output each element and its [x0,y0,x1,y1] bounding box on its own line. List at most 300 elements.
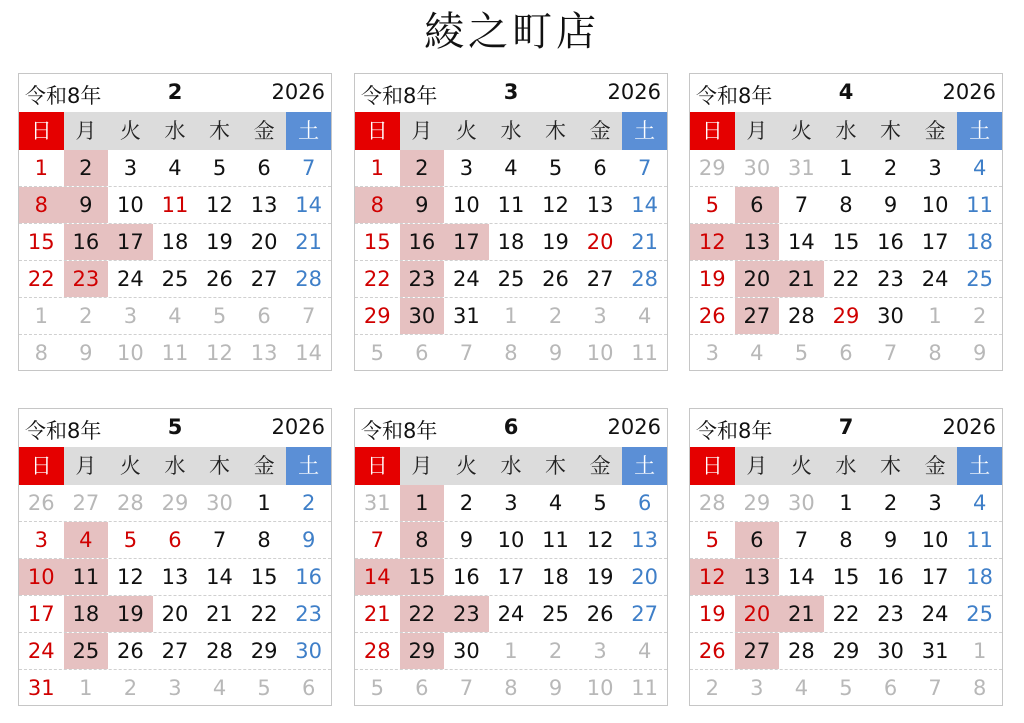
day-cell: 3 [928,156,942,180]
day-cell: 9 [459,528,474,552]
weekday-label: 土 [286,447,331,485]
day-grid [690,150,1002,372]
day-cell: 12 [206,341,233,365]
day-cell: 3 [459,156,474,180]
year-label: 2026 [607,415,661,439]
week-row [355,522,667,559]
day-cell: 11 [542,528,569,552]
month-number: 3 [503,80,519,104]
day-cell: 1 [839,156,853,180]
weekday-label: 水 [164,119,186,143]
day-cell: 14 [295,341,323,365]
day-cell: 17 [921,565,949,589]
weekday-label: 金 [253,119,275,143]
day-cell: 17 [497,565,525,589]
closed-day-cell: 17 [444,224,489,260]
week-row [355,485,667,522]
weekday-label: 火 [455,454,477,478]
closed-day-cell: 20 [735,261,780,297]
day-cell: 3 [34,528,48,552]
closed-day-cell: 29 [400,633,445,669]
day-cell: 7 [301,304,316,328]
day-cell: 6 [257,304,271,328]
closed-day-cell: 6 [735,187,780,223]
week-row [355,596,667,633]
day-cell: 24 [117,267,144,291]
month-calendar [18,408,332,706]
closed-day-cell: 23 [400,261,445,297]
week-row [19,150,331,187]
month-calendar [689,73,1003,371]
day-cell: 12 [542,193,569,217]
day-cell: 24 [453,267,480,291]
day-cell: 2 [883,156,898,180]
day-cell: 8 [34,341,48,365]
era-year-label: 令和8年 [696,84,773,108]
day-cell: 19 [698,602,726,626]
weekday-label: 火 [790,119,812,143]
day-cell: 21 [631,230,659,254]
day-cell: 7 [212,528,227,552]
day-cell: 1 [34,156,48,180]
day-cell: 2 [79,304,93,328]
weekday-header [19,112,331,150]
closed-day-cell: 25 [64,633,109,669]
day-cell: 11 [631,676,659,700]
day-cell: 1 [370,156,384,180]
month-number: 5 [167,415,183,439]
day-cell: 5 [548,156,563,180]
day-cell: 27 [72,491,100,515]
day-cell: 8 [257,528,271,552]
day-cell: 8 [928,341,942,365]
day-cell: 12 [586,528,614,552]
day-cell: 13 [250,193,278,217]
day-cell: 22 [832,602,860,626]
day-cell: 5 [212,156,227,180]
weekday-label: 火 [119,119,141,143]
calendar-header [355,409,667,447]
day-cell: 5 [593,491,607,515]
era-year-label: 令和8年 [361,84,438,108]
day-cell: 24 [497,602,525,626]
week-row [690,150,1002,187]
closed-day-cell: 20 [735,596,780,632]
closed-day-cell: 9 [400,187,445,223]
day-cell: 18 [966,565,994,589]
closed-day-cell: 17 [108,224,153,260]
closed-day-cell: 12 [690,224,735,260]
day-cell: 7 [459,676,474,700]
day-cell: 20 [631,565,659,589]
day-cell: 26 [698,304,726,328]
week-row [690,670,1002,707]
day-cell: 18 [542,565,569,589]
weekday-label: 水 [500,119,522,143]
month-calendar [354,73,668,371]
closed-day-cell: 14 [355,559,400,595]
week-row [690,522,1002,559]
day-cell: 30 [206,491,233,515]
day-cell: 28 [788,639,815,663]
day-cell: 25 [542,602,569,626]
day-cell: 13 [631,528,659,552]
era-year-label: 令和8年 [25,419,102,443]
day-cell: 7 [928,676,942,700]
weekday-label: 火 [455,119,477,143]
week-row [690,596,1002,633]
day-cell: 29 [161,491,189,515]
day-cell: 9 [79,341,93,365]
weekday-header [355,112,667,150]
day-cell: 31 [788,156,815,180]
day-cell: 5 [705,528,719,552]
era-year-label: 令和8年 [696,419,773,443]
closed-day-cell: 16 [400,224,445,260]
month-number: 4 [838,80,854,104]
day-cell: 15 [832,230,860,254]
week-row [355,261,667,298]
day-cell: 14 [206,565,233,589]
day-cell: 14 [788,565,815,589]
day-cell: 29 [698,156,726,180]
week-row [690,261,1002,298]
day-cell: 2 [972,304,987,328]
week-row [355,187,667,224]
year-label: 2026 [271,80,325,104]
day-cell: 26 [542,267,569,291]
day-cell: 9 [548,676,563,700]
day-cell: 6 [301,676,316,700]
day-cell: 25 [966,267,994,291]
weekday-label: 水 [835,454,857,478]
day-cell: 24 [27,639,55,663]
weekday-label: 月 [746,454,768,478]
week-row [355,335,667,372]
day-cell: 4 [972,491,987,515]
closed-day-cell: 15 [400,559,445,595]
day-cell: 25 [497,267,525,291]
day-cell: 17 [27,602,55,626]
weekday-label: 月 [411,119,433,143]
era-year-label: 令和8年 [25,84,102,108]
day-cell: 14 [788,230,815,254]
day-cell: 28 [788,304,815,328]
week-row [690,633,1002,670]
week-row [355,633,667,670]
day-cell: 17 [921,230,949,254]
week-row [690,335,1002,372]
week-row [19,670,331,707]
closed-day-cell: 13 [735,224,780,260]
day-cell: 27 [631,602,659,626]
day-cell: 30 [453,639,480,663]
weekday-label: 土 [622,447,667,485]
week-row [355,298,667,335]
day-cell: 26 [698,639,726,663]
day-cell: 10 [453,193,480,217]
day-cell: 7 [301,156,316,180]
year-label: 2026 [942,415,996,439]
day-cell: 9 [548,341,563,365]
weekday-label: 土 [957,447,1002,485]
closed-day-cell: 30 [400,298,445,334]
closed-day-cell: 6 [735,522,780,558]
day-cell: 31 [921,639,949,663]
day-cell: 5 [212,304,227,328]
closed-day-cell: 4 [64,522,109,558]
month-calendar [18,73,332,371]
weekday-header [690,447,1002,485]
day-cell: 30 [295,639,323,663]
day-cell: 4 [637,639,652,663]
weekday-label: 金 [924,119,946,143]
day-cell: 7 [459,341,474,365]
day-cell: 26 [117,639,144,663]
day-cell: 22 [27,267,55,291]
day-cell: 1 [504,639,518,663]
weekday-label: 日 [355,112,400,150]
calendar-header [690,409,1002,447]
day-cell: 1 [839,491,853,515]
day-cell: 11 [631,341,659,365]
weekday-label: 木 [209,454,231,478]
day-cell: 29 [743,491,771,515]
day-cell: 24 [921,267,949,291]
calendar-header [355,74,667,112]
month-number: 7 [838,415,854,439]
weekday-label: 金 [589,454,611,478]
closed-day-cell: 1 [400,485,445,521]
day-cell: 13 [586,193,614,217]
month-calendar [354,408,668,706]
day-cell: 9 [883,193,898,217]
closed-day-cell: 21 [779,596,824,632]
year-label: 2026 [942,80,996,104]
week-row [690,224,1002,261]
calendar-header [19,409,331,447]
day-grid [690,485,1002,707]
day-cell: 4 [168,156,182,180]
weekday-label: 水 [500,454,522,478]
page-title: 綾之町店 [424,9,600,55]
week-row [690,187,1002,224]
day-cell: 3 [593,304,607,328]
day-cell: 1 [504,304,518,328]
day-cell: 4 [168,304,182,328]
closed-day-cell: 8 [355,187,400,223]
year-label: 2026 [271,415,325,439]
day-cell: 6 [883,676,898,700]
day-cell: 5 [705,193,719,217]
day-cell: 12 [206,193,233,217]
day-cell: 26 [586,602,614,626]
day-cell: 29 [832,304,860,328]
day-cell: 14 [295,193,323,217]
weekday-label: 日 [690,112,735,150]
calendar-header [19,74,331,112]
day-cell: 6 [593,156,607,180]
day-cell: 11 [161,341,189,365]
weekday-label: 水 [164,454,186,478]
day-cell: 10 [921,528,949,552]
day-cell: 21 [295,230,323,254]
day-cell: 6 [415,341,429,365]
week-row [19,261,331,298]
day-cell: 15 [250,565,278,589]
day-cell: 8 [504,676,518,700]
day-cell: 2 [123,676,138,700]
day-cell: 19 [542,230,569,254]
day-grid [355,485,667,707]
month-number: 2 [167,80,183,104]
day-cell: 7 [883,341,898,365]
day-cell: 4 [750,341,764,365]
day-cell: 25 [966,602,994,626]
weekday-label: 日 [355,447,400,485]
weekday-label: 木 [209,119,231,143]
week-row [19,559,331,596]
weekday-label: 土 [286,112,331,150]
week-row [19,485,331,522]
day-cell: 28 [117,491,144,515]
weekday-label: 日 [19,447,64,485]
day-cell: 29 [832,639,860,663]
weekday-label: 日 [690,447,735,485]
day-cell: 3 [123,304,138,328]
day-cell: 2 [301,491,316,515]
day-cell: 2 [705,676,719,700]
day-cell: 16 [453,565,480,589]
closed-day-cell: 19 [108,596,153,632]
week-row [355,670,667,707]
closed-day-cell: 23 [64,261,109,297]
day-cell: 4 [548,491,563,515]
day-cell: 8 [504,341,518,365]
day-cell: 20 [250,230,278,254]
weekday-label: 金 [589,119,611,143]
day-cell: 1 [79,676,93,700]
day-cell: 6 [168,528,182,552]
week-row [355,224,667,261]
day-cell: 11 [161,193,189,217]
closed-day-cell: 8 [400,522,445,558]
day-cell: 3 [928,491,942,515]
day-cell: 8 [839,528,853,552]
day-cell: 5 [257,676,271,700]
weekday-label: 土 [622,112,667,150]
day-cell: 19 [698,267,726,291]
weekday-label: 日 [19,112,64,150]
day-cell: 1 [34,304,48,328]
day-cell: 28 [631,267,659,291]
day-cell: 4 [504,156,518,180]
day-cell: 21 [206,602,233,626]
day-grid [19,485,331,707]
closed-day-cell: 12 [690,559,735,595]
day-cell: 3 [504,491,518,515]
day-cell: 10 [586,341,614,365]
day-cell: 11 [497,193,525,217]
weekday-label: 木 [880,454,902,478]
day-cell: 19 [206,230,233,254]
day-cell: 9 [301,528,316,552]
day-cell: 28 [363,639,391,663]
day-cell: 28 [206,639,233,663]
day-cell: 23 [877,267,904,291]
day-cell: 3 [705,341,719,365]
day-cell: 2 [548,639,563,663]
day-cell: 9 [972,341,987,365]
day-cell: 5 [794,341,809,365]
weekday-header [19,447,331,485]
day-cell: 6 [637,491,652,515]
day-cell: 29 [250,639,278,663]
weekday-label: 金 [253,454,275,478]
day-grid [355,150,667,372]
day-cell: 26 [27,491,55,515]
day-cell: 13 [161,565,189,589]
weekday-header [690,112,1002,150]
week-row [690,298,1002,335]
day-cell: 12 [117,565,144,589]
day-cell: 25 [161,267,189,291]
day-cell: 1 [972,639,987,663]
day-cell: 18 [497,230,525,254]
week-row [355,150,667,187]
weekday-label: 火 [790,454,812,478]
day-cell: 15 [27,230,55,254]
day-cell: 16 [877,565,904,589]
day-cell: 4 [794,676,809,700]
day-cell: 6 [257,156,271,180]
day-cell: 29 [363,304,391,328]
week-row [19,522,331,559]
week-row [19,596,331,633]
day-cell: 13 [250,341,278,365]
closed-day-cell: 13 [735,559,780,595]
day-cell: 30 [877,304,904,328]
day-cell: 31 [363,491,391,515]
day-cell: 1 [928,304,942,328]
day-cell: 10 [921,193,949,217]
day-cell: 6 [839,341,853,365]
day-cell: 11 [966,528,994,552]
closed-day-cell: 21 [779,261,824,297]
week-row [355,559,667,596]
day-cell: 8 [839,193,853,217]
day-cell: 27 [250,267,278,291]
day-cell: 5 [370,676,384,700]
weekday-label: 木 [545,119,567,143]
weekday-label: 月 [411,454,433,478]
day-cell: 5 [123,528,138,552]
day-cell: 10 [117,193,144,217]
weekday-header [355,447,667,485]
day-cell: 21 [363,602,391,626]
day-cell: 3 [593,639,607,663]
day-cell: 6 [415,676,429,700]
day-cell: 4 [972,156,987,180]
day-cell: 30 [788,491,815,515]
week-row [19,224,331,261]
day-cell: 4 [637,304,652,328]
week-row [19,633,331,670]
day-cell: 5 [839,676,853,700]
closed-day-cell: 11 [64,559,109,595]
week-row [19,187,331,224]
day-cell: 31 [27,676,55,700]
